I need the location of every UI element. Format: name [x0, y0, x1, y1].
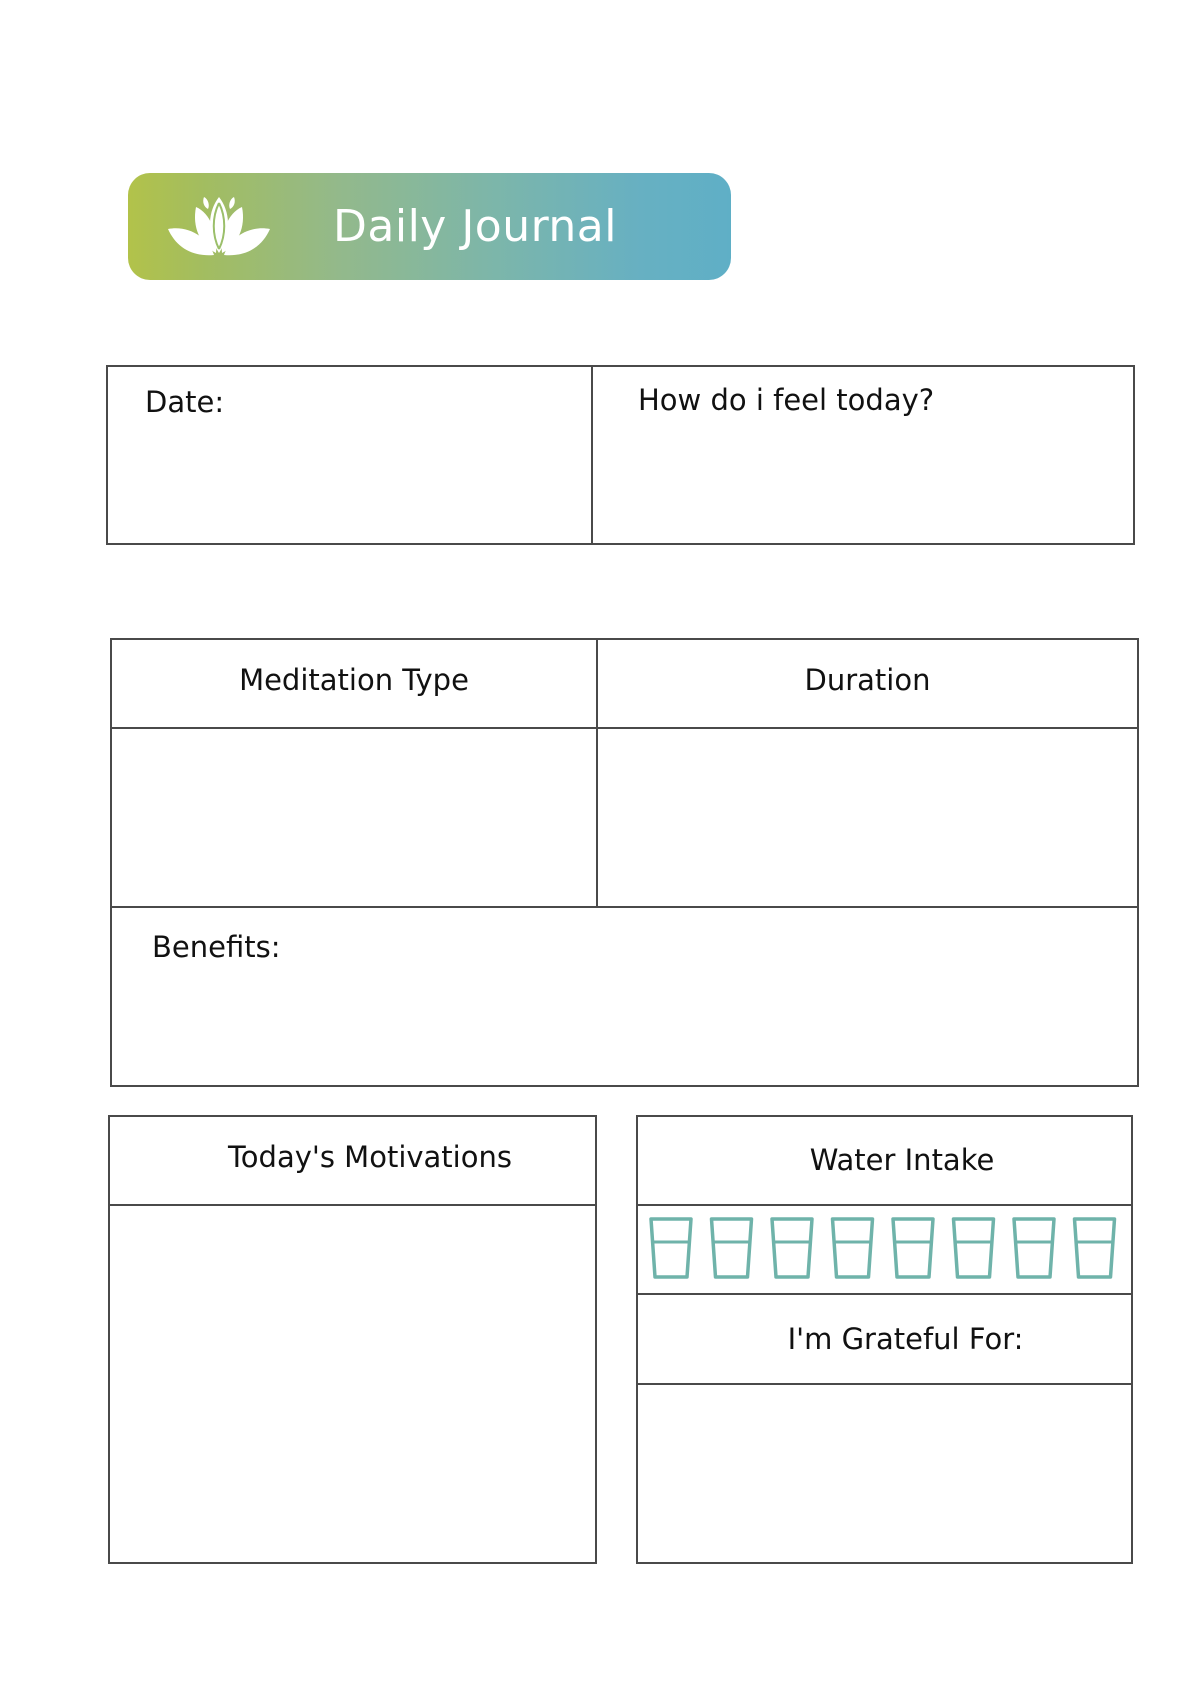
- water-cups-divider: [636, 1293, 1133, 1295]
- water-glass-icon[interactable]: [954, 1219, 994, 1277]
- water-glass-icon[interactable]: [1014, 1219, 1054, 1277]
- water-glass-icon[interactable]: [1075, 1219, 1115, 1277]
- motivations-field[interactable]: [110, 1206, 595, 1562]
- water-intake-header: Water Intake: [809, 1143, 995, 1177]
- water-header-divider: [636, 1204, 1133, 1206]
- duration-field[interactable]: [598, 729, 1137, 906]
- meditation-type-header: Meditation Type: [239, 663, 469, 697]
- benefits-divider: [110, 906, 1139, 908]
- motivations-header: Today's Motivations: [228, 1140, 512, 1174]
- page-title: Daily Journal: [333, 201, 617, 252]
- title-banner: [128, 173, 731, 280]
- date-field[interactable]: [108, 425, 590, 543]
- water-glass-icon[interactable]: [712, 1219, 752, 1277]
- water-glass-icon[interactable]: [893, 1219, 933, 1277]
- water-glass-icon[interactable]: [651, 1219, 691, 1277]
- feel-label: How do i feel today?: [638, 383, 935, 417]
- grateful-field[interactable]: [638, 1385, 1131, 1562]
- water-glass-icon[interactable]: [833, 1219, 873, 1277]
- lotus-icon: [166, 193, 272, 259]
- water-glass-icon[interactable]: [772, 1219, 812, 1277]
- benefits-field[interactable]: [112, 965, 1137, 1085]
- benefits-label: Benefits:: [152, 930, 281, 964]
- feel-field[interactable]: [594, 425, 1133, 543]
- duration-header: Duration: [804, 663, 931, 697]
- date-feel-divider: [591, 365, 593, 545]
- date-label: Date:: [145, 385, 225, 419]
- water-cups-row: [640, 1215, 1120, 1285]
- grateful-header: I'm Grateful For:: [787, 1322, 1024, 1356]
- meditation-type-field[interactable]: [112, 729, 596, 906]
